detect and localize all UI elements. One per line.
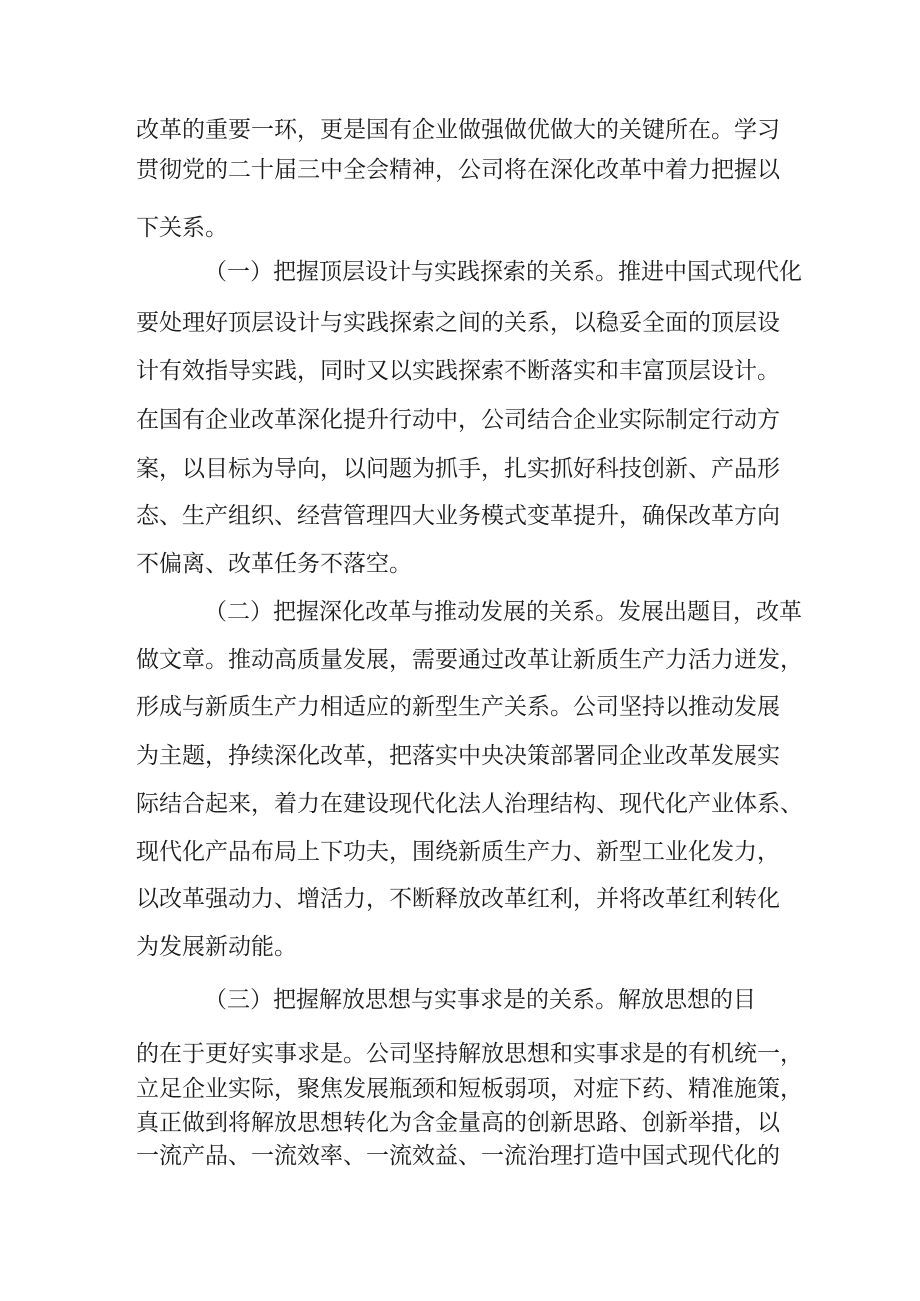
text-line-2: 贯彻党的二十届三中全会精神，公司将在深化改革中着力把握以 <box>136 157 780 183</box>
section-3-heading-line: （三）把握解放思想与实事求是的关系。解放思想的目 <box>204 987 756 1013</box>
text-line-20: 的在于更好实事求是。公司坚持解放思想和实事求是的有机统一， <box>136 1041 803 1067</box>
text-line-13: 形成与新质生产力相适应的新型生产关系。公司坚持以推动发展 <box>136 694 780 720</box>
text-line-5: 要处理好顶层设计与实践探索之间的关系，以稳妥全面的顶层设 <box>136 310 780 336</box>
text-line-6: 计有效指导实践，同时又以实践探索不断落实和丰富顶层设计。 <box>136 358 780 384</box>
text-line-7: 在国有企业改革深化提升行动中，公司结合企业实际制定行动方 <box>136 407 780 433</box>
section-2-heading-line: （二）把握深化改革与推动发展的关系。发展出题目，改革 <box>204 599 802 625</box>
section-1-heading-line: （一）把握顶层设计与实践探索的关系。推进中国式现代化 <box>204 259 802 285</box>
text-line-23: 一流产品、一流效率、一流效益、一流治理打造中国式现代化的 <box>136 1143 780 1169</box>
text-line-17: 以改革强动力、增活力，不断释放改革红利，并将改革红利转化 <box>136 886 780 912</box>
text-line-16: 现代化产品布局上下功夫，围绕新质生产力、新型工业化发力， <box>136 839 780 865</box>
text-line-10: 不偏离、改革任务不落空。 <box>136 551 412 577</box>
text-line-9: 态、生产组织、经营管理四大业务模式变革提升，确保改革方向 <box>136 503 780 529</box>
text-line-3: 下关系。 <box>136 215 228 241</box>
text-line-8: 案，以目标为导向，以问题为抓手，扎实抓好科技创新、产品形 <box>136 456 780 482</box>
text-line-1: 改革的重要一环，更是国有企业做强做优做大的关键所在。学习 <box>136 117 780 143</box>
text-line-14: 为主题，挣续深化改革，把落实中央决策部署同企业改革发展实 <box>136 743 780 769</box>
text-line-12: 做文章。推动高质量发展，需要通过改革让新质生产力活力迸发， <box>136 647 803 673</box>
text-line-21: 立足企业实际，聚焦发展瓶颈和短板弱项，对症下药、精准施策， <box>136 1076 803 1102</box>
text-line-22: 真正做到将解放思想转化为含金量高的创新思路、创新举措，以 <box>136 1110 780 1136</box>
text-line-18: 为发展新动能。 <box>136 934 297 960</box>
text-line-15: 际结合起来，着力在建设现代化法人治理结构、现代化产业体系、 <box>136 791 803 817</box>
